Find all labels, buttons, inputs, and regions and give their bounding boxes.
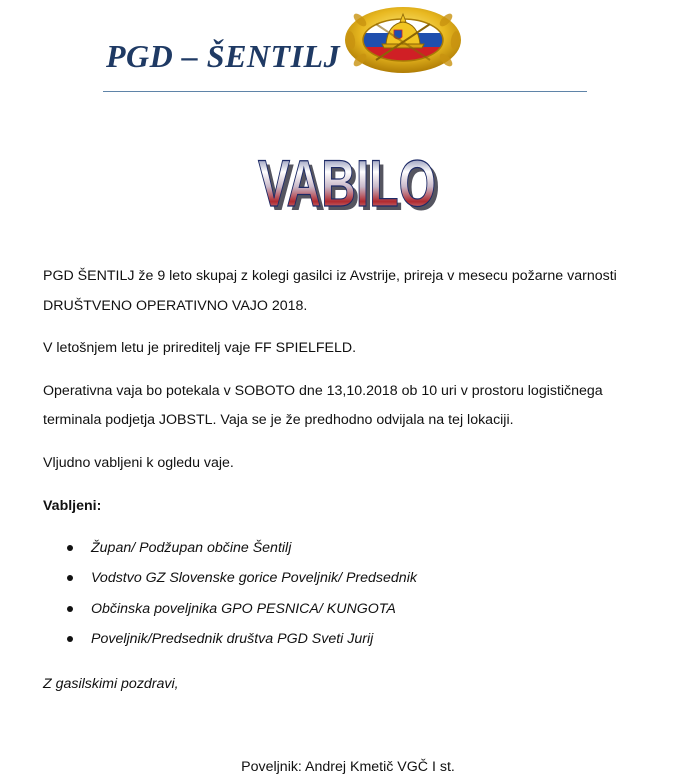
list-item bbox=[0, 599, 417, 629]
bullet-icon bbox=[67, 636, 73, 642]
invitation-paragraph: Vljudno vabljeni k ogledu vaje. bbox=[43, 455, 234, 471]
wordart-title: VABILO bbox=[258, 146, 436, 218]
list-item bbox=[0, 538, 417, 568]
wordart-shadow: VABILO bbox=[262, 150, 440, 218]
list-item bbox=[0, 568, 417, 598]
exercise-details-line-2: terminala podjetja JOBSTL. Vaja se je že predhodno odvijala na tej lokaciji. bbox=[43, 412, 514, 428]
invitees-heading: Vabljeni: bbox=[43, 498, 102, 514]
bullet-icon bbox=[67, 575, 73, 581]
invitee-label: Občinska poveljnika GPO PESNICA/ KUNGOTA bbox=[91, 600, 396, 617]
invitee-label: Poveljnik/Predsednik društva PGD Sveti Jurij bbox=[91, 630, 374, 647]
invitation-wordart bbox=[252, 140, 442, 218]
list-item bbox=[0, 629, 417, 659]
invitee-label: Vodstvo GZ Slovenske gorice Poveljnik/ Predsednik bbox=[91, 570, 417, 587]
bullet-icon bbox=[67, 545, 73, 551]
organization-title: PGD – ŠENTILJ bbox=[106, 38, 341, 74]
bullet-icon bbox=[67, 606, 73, 612]
invitee-label: Župan/ Podžupan občine Šentilj bbox=[91, 540, 292, 556]
closing-greeting: Z gasilskimi pozdravi, bbox=[43, 676, 179, 692]
header-divider bbox=[103, 91, 587, 92]
intro-line-1: PGD ŠENTILJ že 9 leto skupaj z kolegi gasilci iz Avstrije, prireja v mesecu požarne varnosti bbox=[43, 268, 617, 284]
firefighter-emblem-logo bbox=[342, 4, 464, 76]
invitees-list bbox=[0, 538, 417, 659]
signature-line: Poveljnik: Andrej Kmetič VGČ I st. bbox=[241, 759, 455, 775]
intro-line-2: DRUŠTVENO OPERATIVNO VAJO 2018. bbox=[43, 298, 308, 314]
exercise-details-line-1: Operativna vaja bo potekala v SOBOTO dne 13,10.2018 ob 10 uri v prostoru logističnega bbox=[43, 383, 603, 399]
organizer-paragraph: V letošnjem letu je prireditelj vaje FF SPIELFELD. bbox=[43, 340, 357, 356]
